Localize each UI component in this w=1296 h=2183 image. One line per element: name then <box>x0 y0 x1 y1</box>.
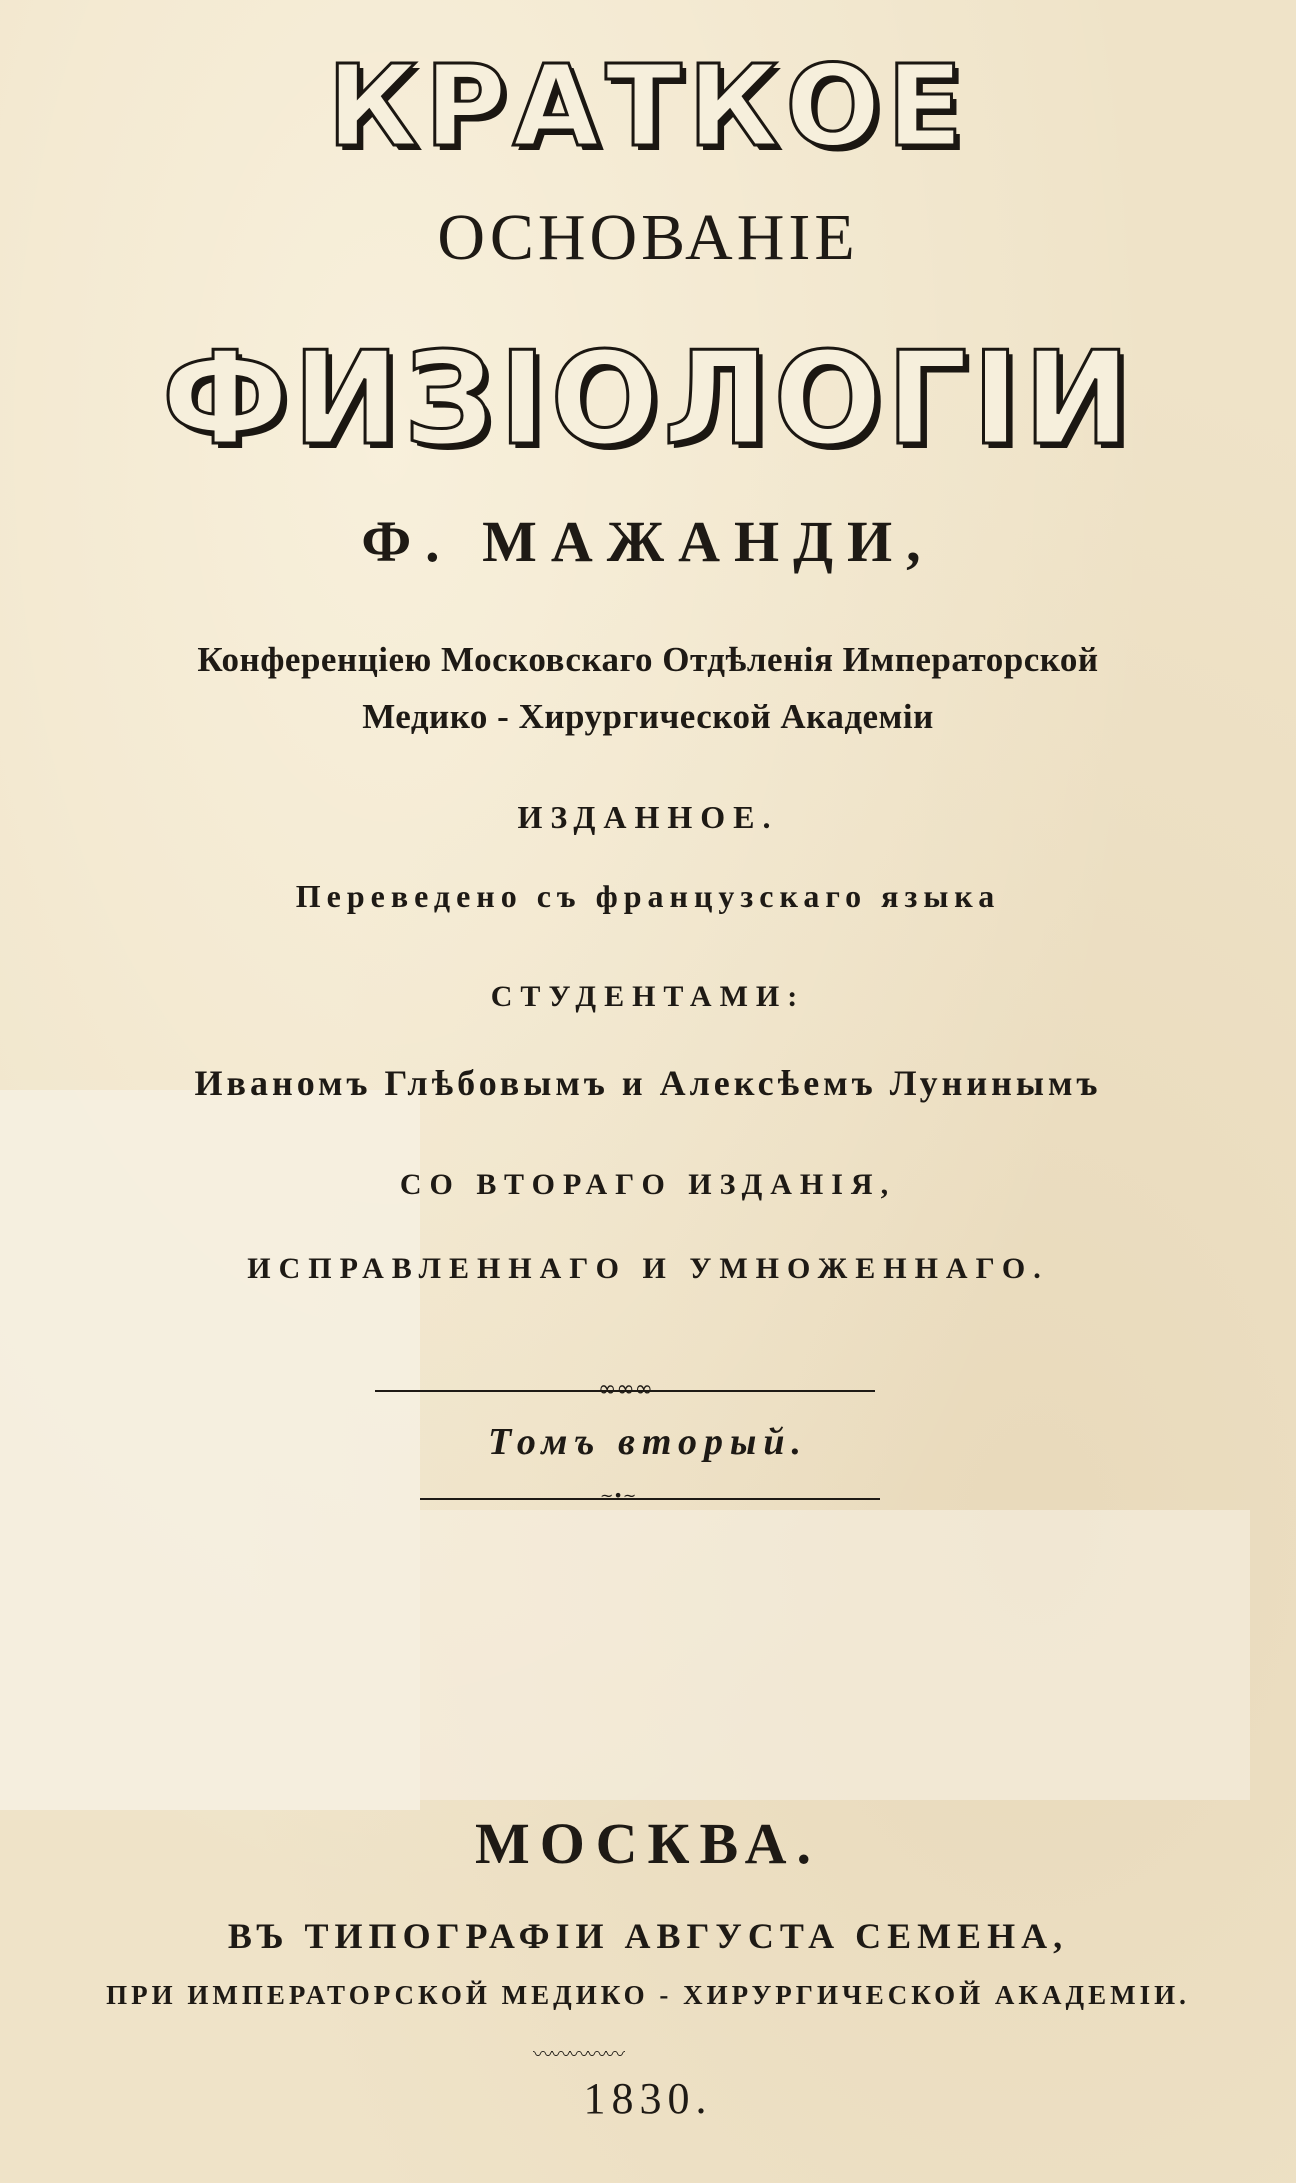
author: Ф. МАЖАНДИ, <box>361 509 935 574</box>
published-note: ИЗДАННОЕ. <box>517 799 779 835</box>
edition-line-2: ИСПРАВЛЕННАГО И УМНОЖЕННАГО. <box>247 1252 1049 1285</box>
students-note: СТУДЕНТАМИ: <box>490 980 806 1013</box>
year: 1830. <box>583 2074 713 2123</box>
publisher-line-1: Конференціею Московскаго Отдѣленія Императорской <box>197 640 1099 679</box>
printer-line-1: ВЪ ТИПОГРАФІИ АВГУСТА СЕМЕНА, <box>227 1916 1069 1956</box>
ornament-flourish-bottom: ~•~ <box>600 1486 637 1505</box>
paper-patch <box>420 1510 1250 1800</box>
city: МОСКВА. <box>475 1811 821 1876</box>
edition-line-1: СО ВТОРАГО ИЗДАНІЯ, <box>399 1168 897 1201</box>
translators: Иваномъ Глѣбовымъ и Алексѣемъ Лунинымъ <box>194 1063 1102 1103</box>
ornament-flourish-top: ∞∞∞ <box>598 1377 653 1402</box>
ornament-wave: 〰〰〰〰〰 <box>533 2042 623 2066</box>
publisher-line-2: Медико - Хирургической Академіи <box>362 697 934 736</box>
translated-note: Переведено съ французскаго языка <box>295 878 1001 914</box>
title-line-2: ОСНОВАНІЕ <box>437 201 859 274</box>
title-line-3: ФИЗІОЛОГІИ <box>161 325 1135 474</box>
ornament-rule-bottom <box>420 1498 880 1500</box>
volume-label: Томъ вторый. <box>488 1421 808 1463</box>
title-line-1: КРАТКОЕ <box>327 42 969 172</box>
printer-line-2: ПРИ ИМПЕРАТОРСКОЙ МЕДИКО - ХИРУРГИЧЕСКОЙ АКАДЕМІИ. <box>106 1980 1190 2010</box>
